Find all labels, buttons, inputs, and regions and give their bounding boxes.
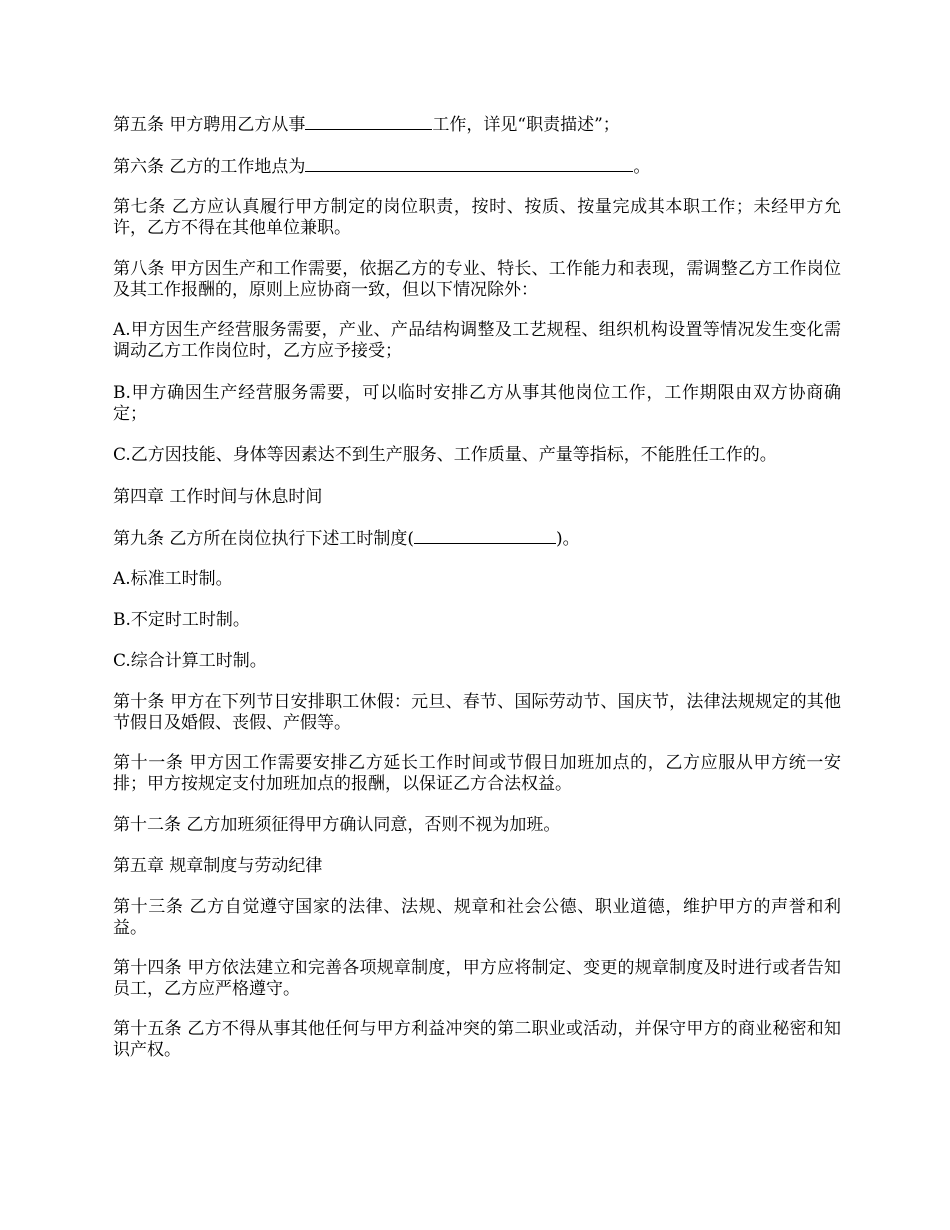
location-blank [305,155,633,172]
option-c: C.综合计算工时制。 [113,651,267,671]
job-blank [305,113,432,130]
item-c: C.乙方因技能、身体等因素达不到生产服务、工作质量、产量等指标，不能胜任工作的。 [113,445,777,465]
article-13: 第十三条 乙方自觉遵守国家的法律、法规、规章和社会公德、职业道德，维护甲方的声誉和利益。 [113,897,841,938]
chapter-4-heading: 第四章 工作时间与休息时间 [113,487,323,507]
article-6-text: 第六条 乙方的工作地点为 [113,157,306,177]
option-b: B.不定时工时制。 [113,610,250,630]
article-5 [113,113,841,136]
article-5-text: 第五条 甲方聘用乙方从事 [113,115,306,135]
item-a: A.甲方因生产经营服务需要，产业、产品结构调整及工艺规程、组织机构设置等情况发生变化需调动乙方工作岗位时，乙方应予接受； [113,320,841,361]
option-a: A.标准工时制。 [113,569,233,589]
article-9-text-end: )。 [556,529,580,549]
article-6-text-end: 。 [633,157,651,177]
article-12: 第十二条 乙方加班须征得甲方确认同意，否则不视为加班。 [113,815,561,835]
article-9-text: 第九条 乙方所在岗位执行下述工时制度( [113,529,415,549]
item-b: B.甲方确因生产经营服务需要，可以临时安排乙方从事其他岗位工作，工作期限由双方协商确定； [113,383,841,424]
article-14: 第十四条 甲方依法建立和完善各项规章制度，甲方应将制定、变更的规章制度及时进行或者告知员工，乙方应严格遵守。 [113,958,841,999]
article-7: 第七条 乙方应认真履行甲方制定的岗位职责，按时、按质、按量完成其本职工作；未经甲方允许，乙方不得在其他单位兼职。 [113,197,841,238]
hours-system-blank [414,527,556,544]
chapter-5-heading: 第五章 规章制度与劳动纪律 [113,856,323,876]
article-6 [113,155,841,178]
article-5-text-end: 工作，详见“职责描述”； [432,115,620,135]
article-9 [113,527,841,550]
article-11: 第十一条 甲方因工作需要安排乙方延长工作时间或节假日加班加点的，乙方应服从甲方统一安排；甲方按规定支付加班加点的报酬，以保证乙方合法权益。 [113,753,841,794]
article-15: 第十五条 乙方不得从事其他任何与甲方利益冲突的第二职业或活动，并保守甲方的商业秘密和知识产权。 [113,1019,841,1060]
article-10: 第十条 甲方在下列节日安排职工休假：元旦、春节、国际劳动节、国庆节，法律法规规定的其他节假日及婚假、丧假、产假等。 [113,692,841,733]
article-8: 第八条 甲方因生产和工作需要，依据乙方的专业、特长、工作能力和表现，需调整乙方工作岗位及其工作报酬的，原则上应协商一致，但以下情况除外： [113,259,841,300]
